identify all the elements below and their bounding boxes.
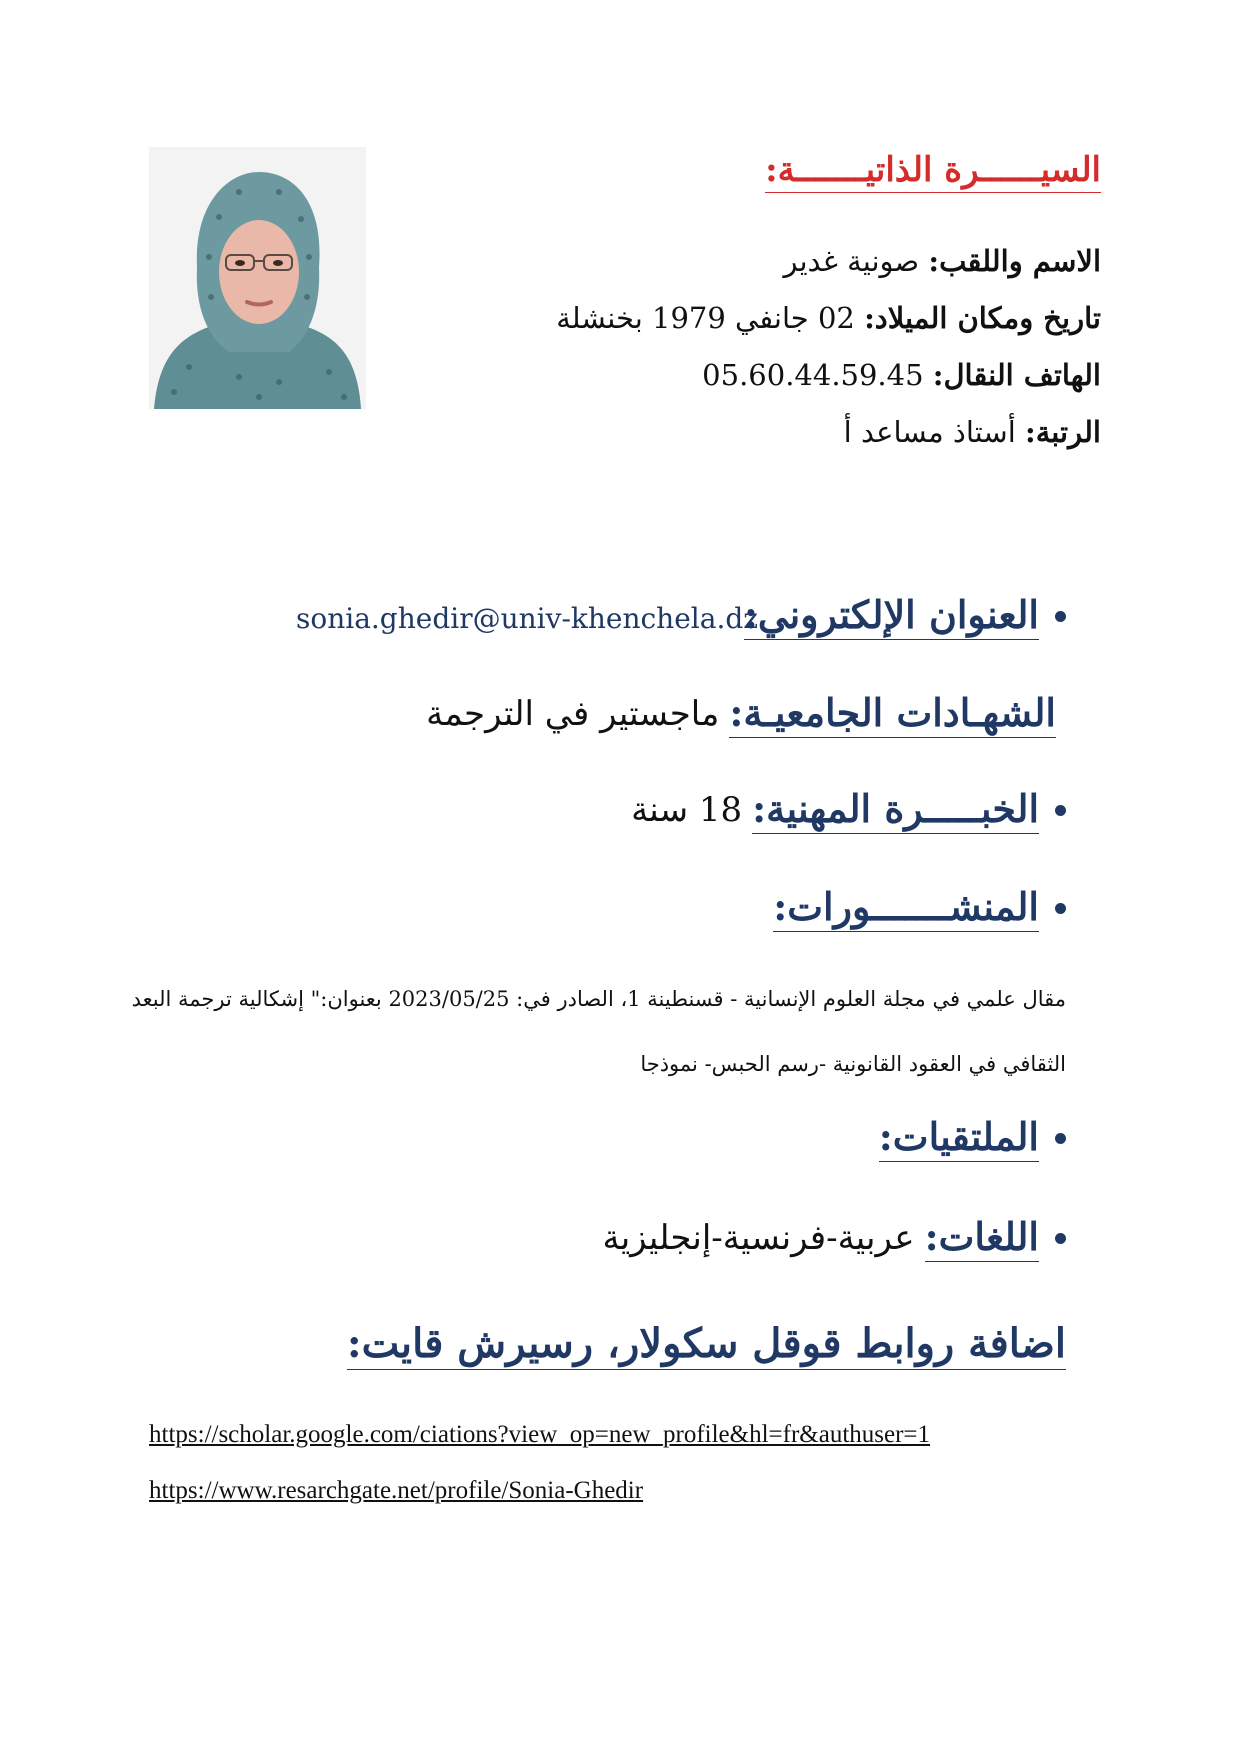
google-scholar-link[interactable]: https://scholar.google.com/ciations?view_op=new_profile&hl=fr&authuser=1: [149, 1421, 931, 1448]
publication-line-2: الثقافي في العقود القانونية -رسم الحبس- نموذجا: [640, 1052, 1066, 1076]
email-section: [744, 592, 1066, 640]
publications-section: [773, 884, 1066, 932]
name-line: [783, 244, 1101, 278]
bullet-icon: [1055, 805, 1066, 816]
degrees-label: الشهـادات الجامعيـة:: [729, 690, 1056, 738]
languages-label: اللغات:: [925, 1214, 1039, 1262]
bullet-icon: [1055, 1233, 1066, 1244]
publication-line-1: مقال علمي في مجلة العلوم الإنسانية - قسنطينة 1، الصادر في: 2023/05/25 بعنوان:" إشكالية ترجمة البعد: [131, 987, 1066, 1011]
birth-label: تاريخ ومكان الميلاد:: [864, 301, 1101, 335]
degrees-section: [426, 690, 1056, 738]
rank-line: [844, 415, 1101, 449]
bullet-icon: [1055, 611, 1066, 622]
conferences-label: الملتقيات:: [879, 1114, 1039, 1162]
name-label: الاسم واللقب:: [928, 244, 1101, 278]
name-value: صونية غدير: [783, 244, 920, 278]
bullet-icon: [1055, 903, 1066, 914]
profile-photo: [149, 147, 366, 409]
degrees-value: ماجستير في الترجمة: [426, 694, 720, 734]
researchgate-link[interactable]: https://www.resarchgate.net/profile/Sonia-Ghedir: [149, 1477, 644, 1504]
experience-label: الخبـــــرة المهنية:: [752, 786, 1039, 834]
cv-title: السيــــــرة الذاتيـــــــة:: [765, 150, 1101, 193]
links-title: اضافة روابط قوقل سكولار، رسيرش قايت:: [347, 1320, 1066, 1370]
rank-value: أستاذ مساعد أ: [843, 415, 1016, 449]
rank-label: الرتبة:: [1025, 415, 1101, 449]
experience-section: [631, 786, 1066, 834]
conferences-section: [879, 1114, 1066, 1162]
publications-label: المنشـــــــورات:: [773, 884, 1039, 932]
phone-label: الهاتف النقال:: [932, 358, 1101, 392]
email-label: العنوان الإلكتروني:: [744, 592, 1039, 640]
phone-value: 05.60.44.59.45: [702, 358, 924, 392]
email-value: sonia.ghedir@univ-khenchela.dz: [296, 602, 759, 635]
languages-value: عربية-فرنسية-إنجليزية: [602, 1218, 915, 1258]
birth-line: [556, 301, 1101, 335]
birth-value: 02 جانفي 1979 بخنشلة: [556, 301, 855, 335]
portrait-image: [149, 147, 366, 409]
phone-line: [702, 358, 1101, 392]
languages-section: [602, 1214, 1066, 1262]
bullet-icon: [1055, 1133, 1066, 1144]
experience-value: 18 سنة: [631, 790, 743, 830]
